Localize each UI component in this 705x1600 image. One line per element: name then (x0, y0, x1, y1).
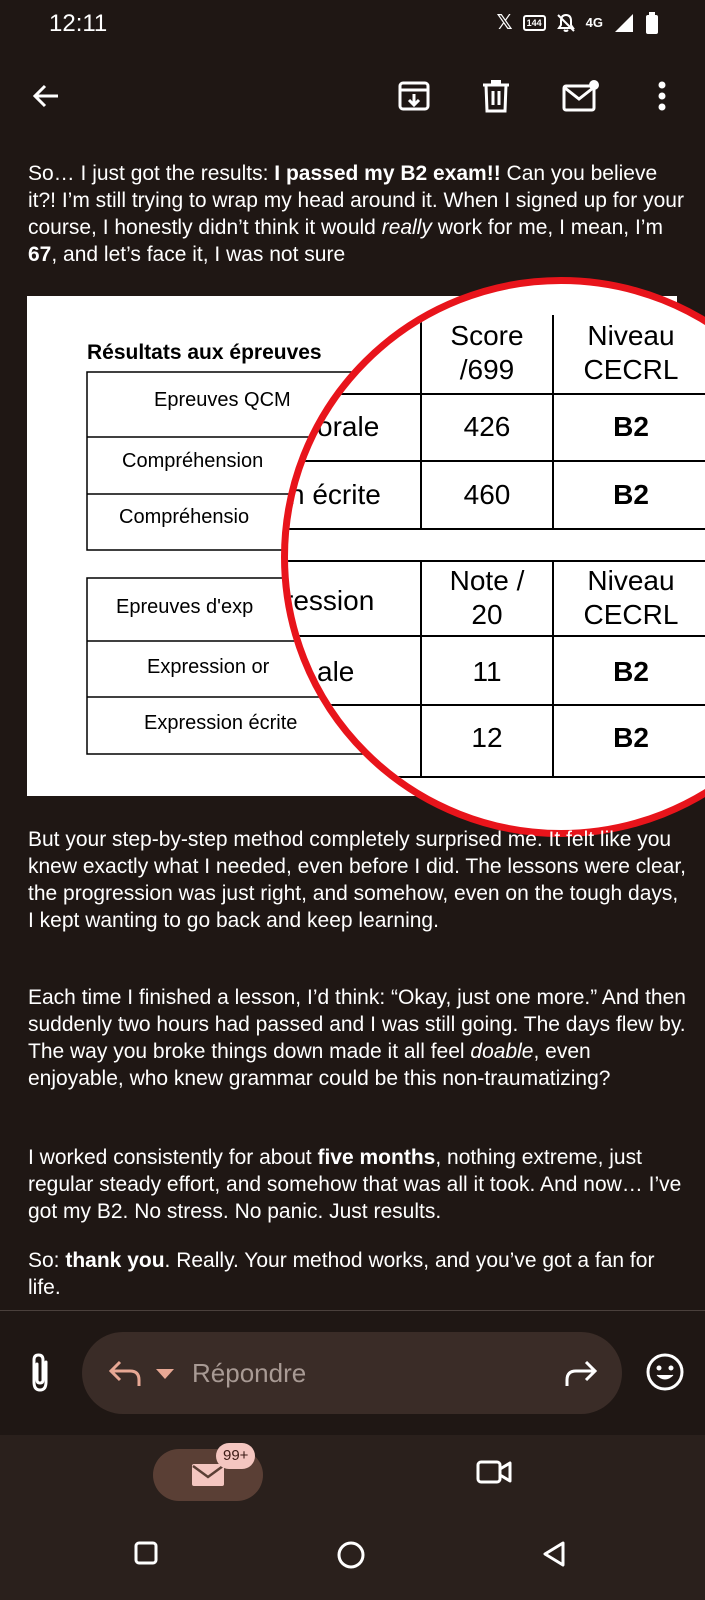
reply-icon[interactable] (108, 1358, 142, 1393)
status-time: 12:11 (49, 10, 108, 37)
mag-score-header: Score (450, 320, 524, 351)
magnifier-overlay (281, 277, 705, 837)
mag-score-value: 426 (463, 411, 511, 442)
reply-input[interactable] (82, 1332, 622, 1414)
back-arrow-icon[interactable] (24, 74, 68, 118)
mag-note-value: 11 (472, 656, 502, 687)
recents-icon[interactable] (133, 1540, 159, 1571)
text-span: So… I just got the results: (28, 162, 275, 185)
signal-icon (613, 12, 635, 34)
mag-level-header-2: CECRL (583, 354, 679, 385)
mag-note-value: 12 (471, 722, 503, 753)
mute-bell-icon (556, 13, 576, 33)
table1-row-label: Epreuves QCM (154, 389, 291, 411)
forward-icon[interactable] (564, 1358, 598, 1393)
reply-bar (0, 1311, 705, 1435)
mag-level-value: B2 (613, 722, 649, 753)
table2-row-label: Expression or (147, 656, 270, 678)
status-bar (0, 0, 705, 48)
x-icon: 𝕏 (496, 12, 513, 34)
paragraph-text: But your step-by-step method completely surprised me. It felt like you knew exactly what I needed, even before I did. The lessons were clear, the progression was just right, and somehow, even on the tough days, I kept wanting to go back and keep learning. (28, 828, 686, 932)
text-span: , and let’s face it, I was not sure (51, 243, 346, 266)
email-paragraph-3 (28, 984, 688, 1092)
email-paragraph-2 (28, 826, 688, 934)
reply-type-dropdown-icon[interactable] (156, 1369, 174, 1379)
italic-text: really (381, 216, 432, 239)
mag-note-header: Note / (449, 565, 525, 596)
back-nav-icon[interactable] (541, 1540, 567, 1573)
meet-video-icon[interactable] (475, 1457, 513, 1492)
reply-placeholder: Répondre (192, 1358, 307, 1388)
table2-row-label: Epreuves d'exp (116, 596, 254, 618)
4g-icon: 4G (585, 15, 603, 30)
archive-icon[interactable] (392, 74, 436, 118)
email-paragraph-5 (28, 1247, 688, 1301)
mark-unread-icon[interactable] (559, 74, 603, 118)
mag-row-label: orale (317, 411, 380, 442)
mag-level-value: B2 (613, 411, 649, 442)
status-icons (497, 10, 660, 35)
text-span: Can you believe it?! I’m still trying to wrap my head around it. When I signed up for your course, I honestly didn’t think it would (28, 162, 684, 239)
text-span: , nothing extreme, just regular steady effort, and somehow that was all it took. And now… I’ve got my B2. No stress. No panic. Just results. (28, 1146, 682, 1223)
email-toolbar (0, 56, 705, 136)
system-nav-bar (0, 1510, 705, 1600)
bold-text: 67 (28, 243, 52, 266)
more-icon[interactable] (640, 74, 684, 118)
bold-text: I passed my B2 exam!! (274, 162, 501, 185)
text-span: . Really. Your method works, and you’ve got a fan for life. (28, 1249, 655, 1299)
table1-row-label: Compréhensio (119, 506, 250, 528)
mag-level-value: B2 (613, 479, 649, 510)
text-span: So: (28, 1249, 66, 1272)
email-paragraph-4 (28, 1144, 688, 1225)
results-title: Résultats aux épreuves (87, 341, 322, 364)
bold-text: five months (317, 1146, 436, 1169)
bold-text: thank you (65, 1249, 165, 1272)
mag-level-header: Niveau (587, 320, 675, 351)
hz-icon: 144 (523, 15, 546, 31)
mag-score-header-2: /699 (459, 354, 515, 385)
text-span: work for me, I mean, I’m (431, 216, 663, 239)
delete-icon[interactable] (474, 74, 518, 118)
mag-row-label: n écrite (289, 479, 381, 510)
email-paragraph-1 (28, 160, 688, 268)
table1-row-label: Compréhension (122, 450, 264, 472)
text-span: Each time I finished a lesson, I’d think: “Okay, just one more.” And then suddenly two hours had passed and I was still going. The days flew by. The way you broke things down made it all feel (28, 986, 686, 1063)
bottom-nav (0, 1435, 705, 1510)
unread-badge: 99+ (216, 1443, 255, 1469)
mag-row-label: ale (317, 656, 355, 687)
mag-row-label: ression (284, 585, 375, 616)
italic-text: doable (470, 1040, 534, 1063)
mag-note-header-2: 20 (471, 599, 503, 630)
mag-level-value: B2 (613, 656, 649, 687)
home-icon[interactable] (336, 1540, 366, 1575)
attach-icon[interactable] (18, 1348, 62, 1398)
battery-icon (645, 12, 659, 34)
table2-row-label: Expression écrite (144, 712, 298, 734)
mag-score-value: 460 (463, 479, 511, 510)
text-span: , even enjoyable, who knew grammar could be this non-traumatizing? (28, 1040, 611, 1090)
emoji-icon[interactable] (642, 1349, 688, 1395)
text-span: I worked consistently for about (28, 1146, 318, 1169)
magnified-table-graphic (281, 277, 705, 837)
mag-level-header: Niveau (587, 565, 675, 596)
mag-level-header-2: CECRL (583, 599, 679, 630)
